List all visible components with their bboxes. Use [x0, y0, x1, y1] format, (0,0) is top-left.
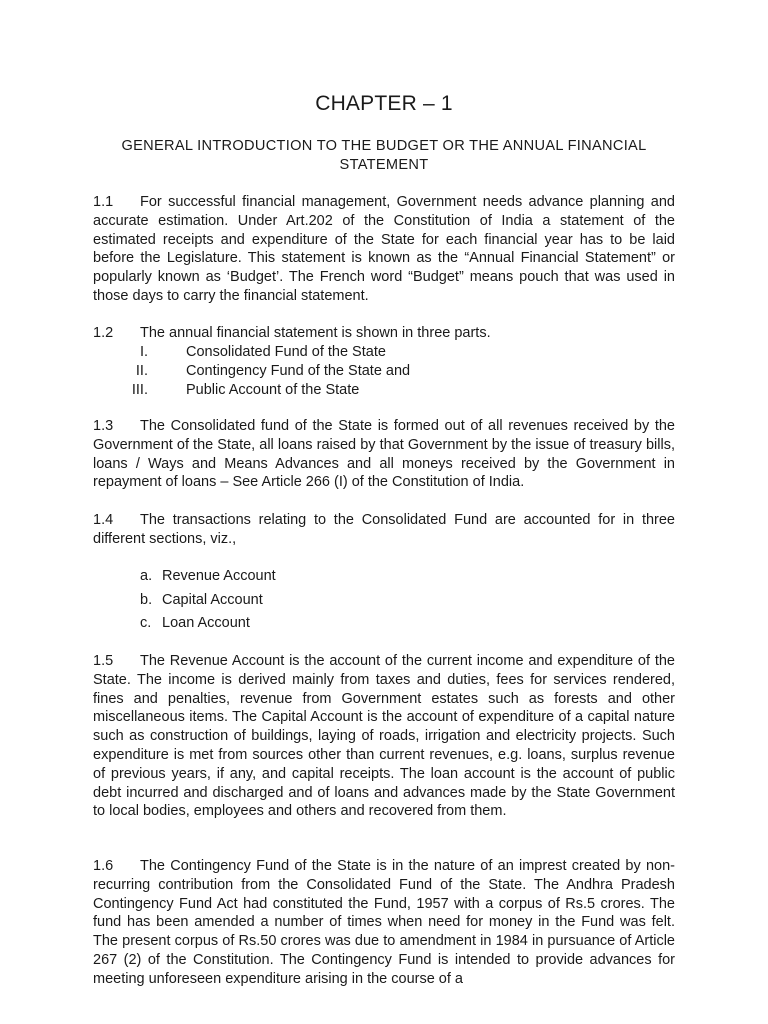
paragraph-number: 1.2: [93, 325, 114, 341]
paragraph-number: 1.4: [93, 512, 114, 528]
parts-list: [93, 343, 675, 399]
list-item: [140, 591, 640, 615]
paragraph-number: 1.1: [93, 194, 114, 210]
list-item-text: Loan Account: [162, 615, 250, 631]
paragraph-1-2: [93, 324, 675, 343]
list-item-number: II.: [135, 362, 148, 379]
list-item-text: Consolidated Fund of the State: [186, 344, 386, 360]
chapter-subtitle: [94, 137, 674, 175]
list-item: [93, 362, 675, 381]
list-item-letter: a.: [140, 568, 153, 584]
paragraph-1-3: [93, 417, 675, 492]
paragraph-text: The Revenue Account is the account of the current income and expenditure of the State. The income is derived mainly from taxes and duties, fees for services rendered, fines and penalties, revenue from Government estates such as forests and other miscellaneous items. The Capital Account is the account of expenditure of a capital nature such as construction of buildings, laying of roads, irrigation and electricity projects. Such expenditure is met from sources other than current revenues, e.g. loans, surplus revenue of previous years, if any, and capital receipts. The loan account is the account of public debt incurred and discharged and of loans and advances made by the State Government to local bodies, employees and others and recovered from them.: [93, 653, 675, 820]
paragraph-1-6: [93, 857, 675, 990]
paragraph-1-5: [93, 652, 675, 821]
list-item: [93, 343, 675, 362]
list-item-text: Public Account of the State: [186, 381, 360, 398]
subtitle-line-2: STATEMENT: [339, 157, 429, 173]
list-item-text: Contingency Fund of the State and: [186, 362, 411, 379]
paragraph-number: 1.6: [93, 858, 114, 874]
paragraph-1-1: [93, 193, 675, 306]
paragraph-text: The annual financial statement is shown in three parts.: [140, 325, 491, 341]
paragraph-number: 1.3: [93, 418, 114, 434]
subtitle-line-1: GENERAL INTRODUCTION TO THE BUDGET OR THE ANNUAL FINANCIAL: [121, 138, 647, 154]
list-item-text: Capital Account: [162, 591, 263, 608]
list-item: [140, 567, 640, 591]
list-item: [93, 381, 675, 400]
list-item-text: Revenue Account: [162, 568, 276, 584]
paragraph-text: For successful financial management, Government needs advance planning and accurate estimation. Under Art.202 of the Constitution of India a statement of the estimated receipts and expenditure of the State for each financial year has to be laid before the Legislature. This statement is known as the “Annual Financial Statement” or popularly known as ‘Budget’. The French word “Budget” means pouch that was used in those days to carry the financial statement.: [93, 194, 675, 304]
paragraph-text: The Contingency Fund of the State is in the nature of an imprest created by non-recurring contribution from the Consolidated Fund of the State. The Andhra Pradesh Contingency Fund Act had constituted the Fund, 1957 with a corpus of Rs.5 crores. The fund has been amended a number of times when need for money in the Fund was felt. The present corpus of Rs.50 crores was due to amendment in 1984 in pursuance of Article 267 (2) of the Constitution. The Contingency Fund is intended to provide advances for meeting unforeseen expenditure arising in the course of a: [93, 858, 675, 987]
sections-list: [140, 567, 640, 638]
paragraph-text: The transactions relating to the Consolidated Fund are accounted for in three different sections, viz.,: [93, 512, 675, 547]
paragraph-text: The Consolidated fund of the State is formed out of all revenues received by the Government of the State, all loans raised by that Government by the issue of treasury bills, loans / Ways and Means Advances and all moneys received by the Government in repayment of loans – See Article 266 (I) of the Constitution of India.: [93, 418, 675, 491]
list-item: [140, 614, 640, 638]
paragraph-1-4: [93, 511, 675, 549]
paragraph-number: 1.5: [93, 653, 114, 669]
list-item-number: I.: [139, 344, 148, 360]
list-item-letter: c.: [140, 615, 152, 631]
list-item-number: III.: [131, 381, 148, 398]
chapter-title: CHAPTER – 1: [315, 92, 453, 115]
list-item-letter: b.: [140, 591, 153, 608]
